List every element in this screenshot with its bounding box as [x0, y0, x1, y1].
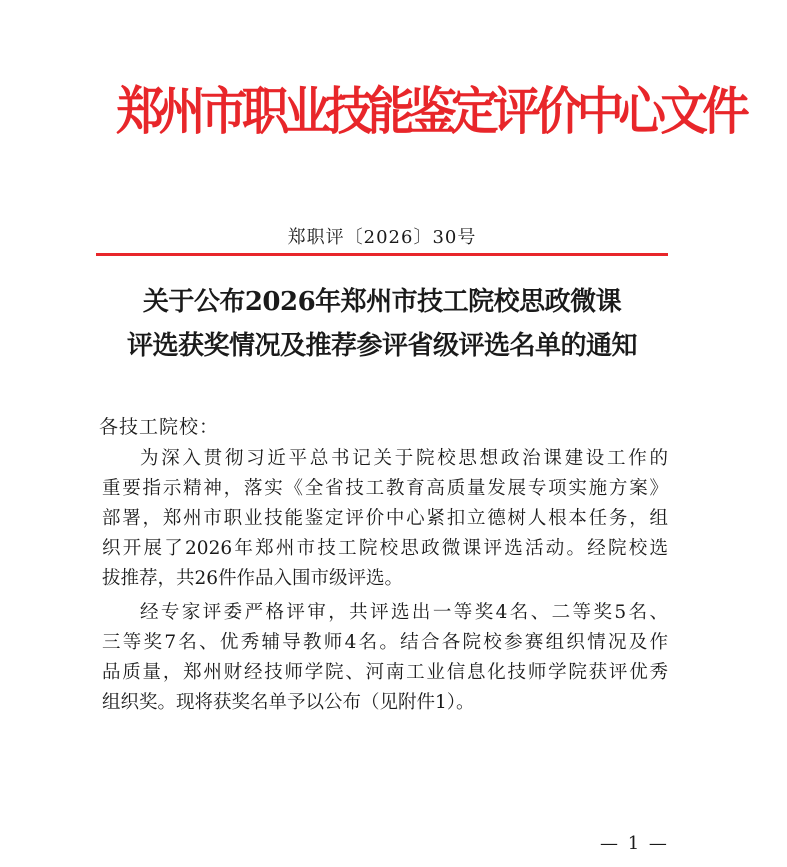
paragraph-line: 品质量，郑州财经技师学院、河南工业信息化技师学院获评优秀: [102, 662, 668, 683]
body-paragraph-1: [102, 444, 668, 594]
page-number: — 1 —: [600, 833, 669, 854]
salutation: 各技工院校：: [99, 416, 220, 438]
paragraph-line: 三等奖7名、优秀辅导教师4名。结合各院校参赛组织情况及作: [102, 632, 668, 653]
notice-title: [96, 280, 668, 368]
paragraph-line: 重要指示精神，落实《全省技工教育高质量发展专项实施方案》: [102, 478, 668, 499]
document-body: [102, 444, 668, 722]
paragraph-line: 为深入贯彻习近平总书记关于院校思想政治课建设工作的: [140, 448, 668, 469]
paragraph-line: 组织奖。现将获奖名单予以公布（见附件1）。: [102, 692, 475, 713]
paragraph-line: 部署，郑州市职业技能鉴定评价中心紧扣立德树人根本任务，组: [102, 508, 668, 529]
paragraph-line: 拔推荐，共26件作品入围市级评选。: [102, 568, 404, 589]
paragraph-line: 织开展了2026年郑州市技工院校思政微课评选活动。经院校选: [102, 538, 668, 559]
red-divider-line: [96, 253, 668, 256]
document-header-title: 郑州市职业技能鉴定评价中心文件: [116, 83, 745, 142]
notice-title-line-2: 评选获奖情况及推荐参评省级评选名单的通知: [126, 331, 637, 361]
notice-title-line-1: 关于公布2026年郑州市技工院校思政微课: [142, 287, 622, 317]
body-paragraph-2: [102, 598, 668, 718]
paragraph-line: 经专家评委严格评审，共评选出一等奖4名、二等奖5名、: [140, 602, 668, 623]
document-number: 郑职评〔2026〕30号: [287, 227, 477, 248]
